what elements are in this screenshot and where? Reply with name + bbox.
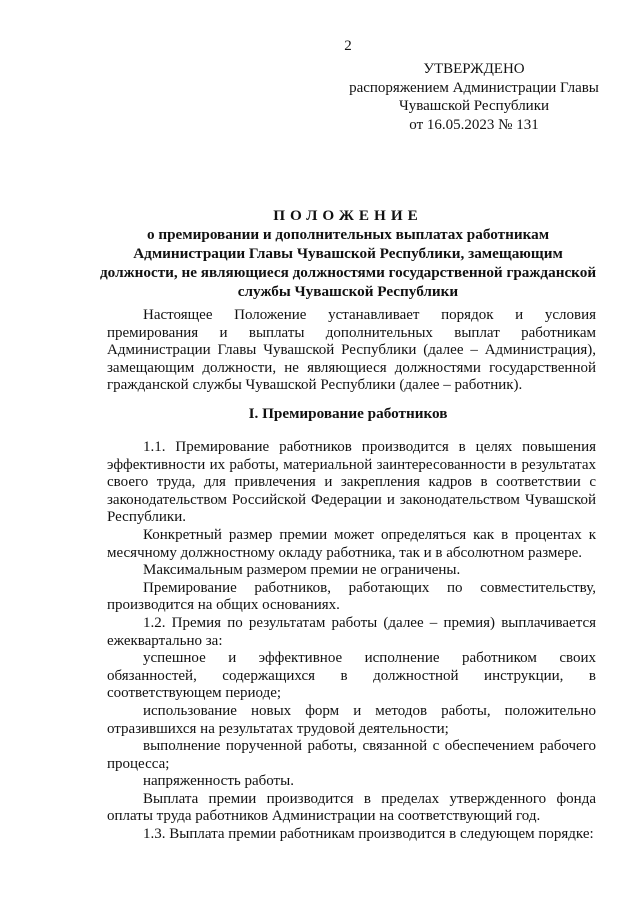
title-line: Администрации Главы Чувашской Республики, замещающим — [133, 245, 563, 262]
title-line: службы Чувашской Республики — [237, 283, 459, 300]
approval-line: Чувашской Республики — [398, 98, 550, 114]
paragraph: выполнение порученной работы, связанной с обеспечением рабочего процесса; — [107, 738, 596, 772]
paragraph: использование новых форм и методов работы, положительно отразившихся на результатах трудовой деятельности; — [107, 702, 596, 737]
title-line: о премировании и дополнительных выплатах работникам — [146, 226, 550, 243]
paragraph: Максимальным размером премии не ограничены. — [143, 562, 461, 579]
intro-paragraph: Настоящее Положение устанавливает порядок и условия премирования и выплаты дополнительных выплат работникам Администрации Главы Чувашской Республики (далее – Администрация), замещающим должности, не являющиеся должностями государственной гражданской службы Чувашской Республики (далее – работник). — [107, 307, 596, 394]
paragraph: успешное и эффективное исполнение работником своих обязанностей, содержащихся в должностной инструкции, в соответствующем периоде; — [107, 650, 596, 702]
paragraph: напряженность работы. — [143, 773, 294, 790]
paragraph: Выплата премии производится в пределах утвержденного фонда оплаты труда работников Администрации на соответствующий год. — [107, 790, 596, 825]
title-line: должности, не являющиеся должностями государственной гражданской — [100, 264, 597, 281]
approval-stamp — [340, 60, 608, 134]
paragraph: 1.3. Выплата премии работникам производится в следующем порядке: — [143, 826, 594, 843]
paragraph: Премирование работников, работающих по совместительству, производится на общих основаниях. — [107, 579, 596, 614]
document-title — [100, 206, 596, 301]
title-heading: ПОЛОЖЕНИЕ — [273, 207, 423, 224]
approval-line: от 16.05.2023 № 131 — [409, 116, 539, 133]
paragraph: 1.1. Премирование работников производится в целях повышения эффективности их работы, материальной заинтересованности в результатах своего труда, для привлечения и закрепления кадров в соответствии с законодательством Российской Федерации и законодательством Чувашской Республики. — [107, 439, 596, 526]
section-title: I. Премирование работников — [248, 405, 448, 422]
paragraph: 1.2. Премия по результатам работы (далее – премия) выплачивается ежеквартально за: — [107, 614, 596, 649]
section-body — [107, 439, 596, 844]
paragraph: Конкретный размер премии может определяться как в процентах к месячному должностному окладу работника, так и в абсолютном размере. — [107, 526, 596, 561]
approval-line: распоряжением Администрации Главы — [349, 79, 599, 96]
page-number: 2 — [344, 38, 352, 54]
intro-section — [107, 307, 596, 395]
approval-line: УТВЕРЖДЕНО — [423, 61, 525, 77]
